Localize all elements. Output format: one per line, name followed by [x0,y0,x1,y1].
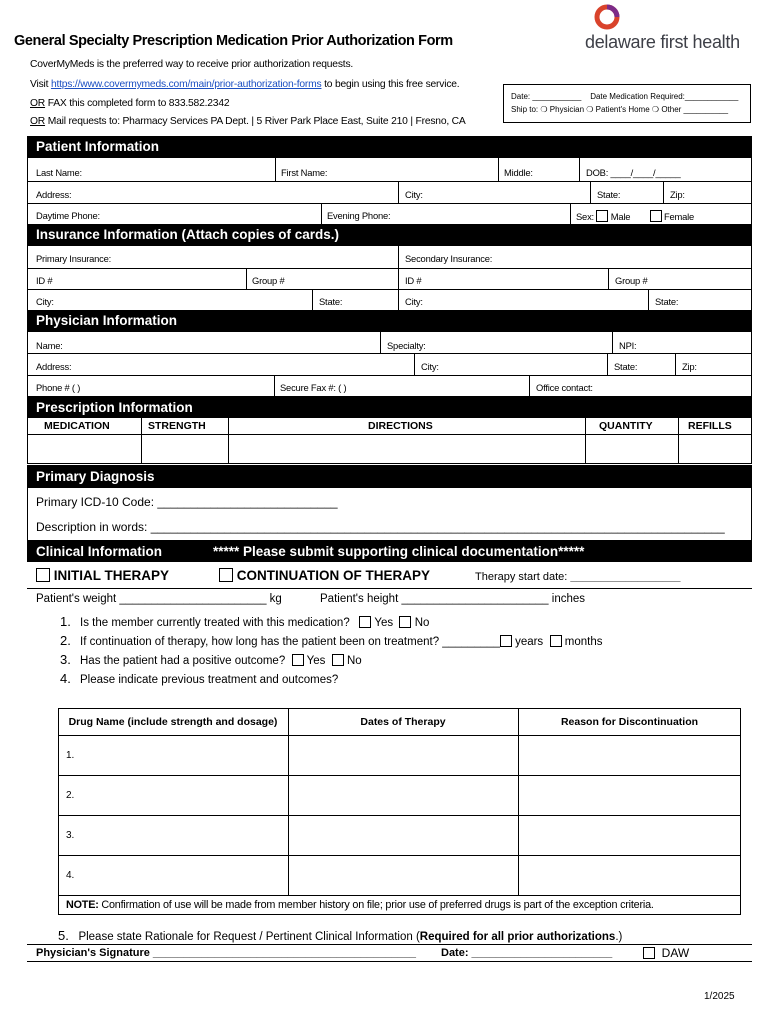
primary-group-field[interactable]: Group # [252,275,285,286]
signature-date-field[interactable]: Date: _______________________ [441,947,613,959]
middle-name-field[interactable]: Middle: [504,167,533,178]
col-quantity: QUANTITY [599,420,653,432]
radio-icon[interactable]: ❍ [540,105,548,114]
question-4: 4. Please indicate previous treatment and outcomes? [60,671,339,686]
therapy-start-date-field[interactable]: Therapy start date: __________________ [475,571,681,583]
height-field[interactable]: Patient's height _______________________ inches [320,593,586,605]
daw-option: DAW [643,946,689,960]
date-field[interactable]: Date: ___________ [511,92,582,101]
question-3: 3. Has the patient had a positive outcome? Yes No [60,652,362,667]
previous-treatment-table [58,708,741,915]
form-title: General Specialty Prescription Medication Prior Authorization Form [14,33,453,49]
clinical-notice: ***** Please submit supporting clinical documentation***** [213,544,585,559]
col-dates-of-therapy: Dates of Therapy [360,716,446,728]
sex-label: Sex: Male Female [576,211,695,222]
radio-icon[interactable]: ❍ [651,105,660,114]
secondary-id-field[interactable]: ID # [405,275,422,286]
daytime-phone-field[interactable]: Daytime Phone: [36,210,100,221]
daw-checkbox[interactable] [643,947,655,959]
physician-heading: Physician Information [27,310,752,332]
physician-state-field[interactable]: State: [614,361,638,372]
prescription-heading: Prescription Information [27,396,752,418]
last-name-field[interactable]: Last Name: [36,167,82,178]
secondary-city-field[interactable]: City: [405,296,423,307]
physician-zip-field[interactable]: Zip: [682,361,697,372]
medication-input[interactable] [28,435,141,463]
physician-name-field[interactable]: Name: [36,340,63,351]
drug-row-4[interactable]: 4. [66,870,75,881]
col-strength: STRENGTH [148,420,206,432]
q1-no-checkbox[interactable] [399,616,411,628]
quantity-input[interactable] [586,435,678,463]
secondary-group-field[interactable]: Group # [615,275,648,286]
male-checkbox[interactable] [596,210,608,222]
diagnosis-heading: Primary Diagnosis [27,465,752,488]
city-field[interactable]: City: [405,189,423,200]
first-name-field[interactable]: First Name: [281,167,328,178]
date-required-field[interactable]: Date Medication Required:____________ [590,92,739,101]
patient-heading: Patient Information [27,136,752,158]
icd-code-field[interactable]: Primary ICD-10 Code: ___________________________ [36,495,338,509]
directions-input[interactable] [229,435,585,463]
covermymeds-link[interactable]: https://www.covermymeds.com/main/prior-authorization-forms [50,79,322,90]
logo-icon [594,4,620,30]
npi-field[interactable]: NPI: [619,340,637,351]
intro-line-4: OR Mail requests to: Pharmacy Services PA Dept. | 5 River Park Place East, Suite 210 | Fresno, CA [30,116,466,127]
continuation-therapy-checkbox[interactable] [219,568,233,582]
physician-signature-field[interactable]: Physician's Signature ___________________________________________ [36,947,416,959]
dob-field[interactable]: DOB: ____/____/_____ [586,167,681,178]
q2-years-checkbox[interactable] [500,635,512,647]
weight-field[interactable]: Patient's weight _______________________ kg [36,593,282,605]
initial-therapy-option: INITIAL THERAPY [36,568,169,583]
phone-field[interactable]: Phone # ( ) [36,382,81,393]
col-reason-discontinuation: Reason for Discontinuation [560,716,699,728]
question-5: 5. Please state Rationale for Request / Pertinent Clinical Information (Required for all prior authorizations.) [58,928,623,943]
continuation-therapy-option: CONTINUATION OF THERAPY [219,568,430,583]
q1-yes-checkbox[interactable] [359,616,371,628]
evening-phone-field[interactable]: Evening Phone: [327,210,391,221]
insurance-heading: Insurance Information (Attach copies of cards.) [27,224,752,246]
primary-state-field[interactable]: State: [319,296,343,307]
intro-line-2: Visit https://www.covermymeds.com/main/prior-authorization-forms to begin using this free service. [30,79,460,90]
strength-input[interactable] [142,435,228,463]
secondary-insurance-field[interactable]: Secondary Insurance: [405,253,493,264]
note-text: NOTE: Confirmation of use will be made from member history on file; prior use of preferred drugs is part of the exception criteria. [66,899,654,911]
secure-fax-field[interactable]: Secure Fax #: ( ) [280,382,347,393]
zip-field[interactable]: Zip: [670,189,685,200]
address-field[interactable]: Address: [36,189,72,200]
logo-text: delaware first health [585,32,740,52]
col-directions: DIRECTIONS [368,420,433,432]
drug-row-2[interactable]: 2. [66,790,75,801]
clinical-heading: Clinical Information ***** Please submit supporting clinical documentation***** [27,540,752,562]
primary-city-field[interactable]: City: [36,296,54,307]
radio-icon[interactable]: ❍ [586,105,594,114]
form-version: 1/2025 [704,991,735,1002]
primary-id-field[interactable]: ID # [36,275,53,286]
q3-no-checkbox[interactable] [332,654,344,666]
primary-insurance-field[interactable]: Primary Insurance: [36,253,112,264]
date-box: Date: ___________ Date Medication Required:____________ Ship to: ❍ Physician ❍ Patient's Home ❍ Other __________ [503,84,751,123]
intro-line-1: CoverMyMeds is the preferred way to receive prior authorization requests. [30,59,354,70]
office-contact-field[interactable]: Office contact: [536,382,593,393]
col-refills: REFILLS [688,420,732,432]
physician-city-field[interactable]: City: [421,361,439,372]
drug-row-1[interactable]: 1. [66,750,75,761]
drug-row-3[interactable]: 3. [66,830,75,841]
intro-line-3: OR FAX this completed form to 833.582.2342 [30,98,230,109]
description-field[interactable]: Description in words: ______________________________________________________________________________________ [36,520,725,534]
col-medication: MEDICATION [44,420,110,432]
q3-yes-checkbox[interactable] [292,654,304,666]
initial-therapy-checkbox[interactable] [36,568,50,582]
specialty-field[interactable]: Specialty: [387,340,426,351]
col-drug-name: Drug Name (include strength and dosage) [68,716,278,728]
female-checkbox[interactable] [650,210,662,222]
question-1: 1. Is the member currently treated with this medication? Yes No [60,614,430,629]
q2-months-checkbox[interactable] [550,635,562,647]
physician-address-field[interactable]: Address: [36,361,72,372]
state-field[interactable]: State: [597,189,621,200]
refills-input[interactable] [679,435,751,463]
question-2: 2. If continuation of therapy, how long has the patient been on treatment? _________ years months [60,633,603,648]
secondary-state-field[interactable]: State: [655,296,679,307]
